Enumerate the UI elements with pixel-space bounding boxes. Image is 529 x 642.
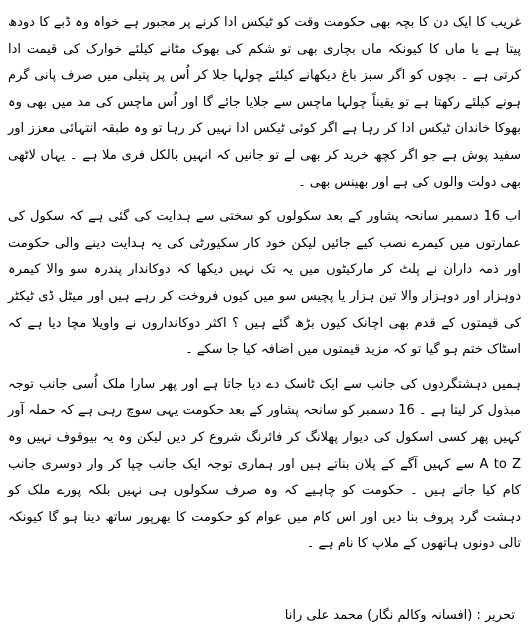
paragraph-1: غریب کا ایک دن کا بچہ بھی حکومت وقت کو ٹیکس ادا کرنے پر مجبور ہے خواہ وہ ڈبے کا دودھ پیتا ہے یا ماں کا کیونکہ ماں بچاری بھی تو شکم کی بھوک مٹانے کیلئے خوارک کی قیمت ادا کرتی ہے ۔ بچوں کو اگر سبز باغ دیکھانے کیلئے چولہا جلا کر اُس پر پتیلی میں صرف پانی گرم ہونے کیلئے رکھتا ہے تو یقیناً چولہا ماچس سے جلایا جائے گا اور اُس ماچس کی مد میں بھی وہ بھوکا خاندان ٹیکس ادا کر رہا ہے اگر کوئی ٹیکس ادا نہیں کر رہا تو وہ طبقہ انتہائی معزز اور سفید پوش ہے جو اگر کچھ خرید کر بھی لے تو جانیں کہ انہیں بالکل فری ملا ہے ۔ یہاں لاٹھی بھی دولت والوں کی ہے اور بھینس بھی ۔ — [8, 15, 521, 190]
paragraph-2: اب 16 دسمبر سانحہ پشاور کے بعد سکولوں کو سختی سے ہدایت کی گئی ہے کہ سکول کی عمارتوں میں کیمرے نصب کیے جائیں لیکن خود کار سکیورٹی کی یہ ہدایت دینے والی حکومت اور ذمہ داران نے پلٹ کر مارکیٹوں میں یہ تک نہیں دیکھا کہ دوکاندار پندرہ سو والا کیمرہ دوہزار اور دوہزار والا تین ہزار یا پچیس سو میں کیوں فروخت کر رہے ہیں اور میٹل ڈی ٹیکٹر کی قیمتوں کے قدم بھی اچانک کیوں بڑھ گئے ہیں ؟ اکثر دوکانداروں نے واویلا مچا دیا ہے کہ اسٹاک ختم ہو گیا تو کہ مزید قیمتوں میں اضافہ کیا جا سکے ۔ — [8, 209, 521, 358]
paragraph-3: ہمیں دہشتگردوں کی جانب سے ایک ٹاسک دے دیا جاتا ہے اور پھر سارا ملک اُسی جانب توجہ مبذول کر لیتا ہے ۔ 16 دسمبر کو سانحہ پشاور کے بعد حکومت یہی سوچ رہی ہے کہ حملہ آور کہیں پھر کسی اسکول کی دیوار پھلانگ کر فائرنگ شروع کر دیں لیکن وہ یہ بیوقوف نہیں وہ A to Z سے کہیں آگے کے پلان بناتے ہیں اور ہماری توجہ ایک جانب چپا کر وار دوسری جانب کام کیا جاتے ہیں ۔ حکومت کو چاہیے کہ وہ صرف سکولوں ہی نہیں بلکہ پورے ملک کو دہشت گرد پروف بنا دیں اور اس کام میں عوام کو حکومت کا بھرپور ساتھ دینا ہو گا کیونکہ تالی دونوں ہاتھوں کے ملاپ کا نام ہے ۔ — [8, 376, 521, 552]
byline — [285, 604, 515, 628]
byline-label: تحریر : — [476, 608, 515, 623]
article-body — [8, 10, 521, 558]
byline-author: (افسانہ وکالم نگار) محمد علی رانا — [284, 608, 473, 623]
